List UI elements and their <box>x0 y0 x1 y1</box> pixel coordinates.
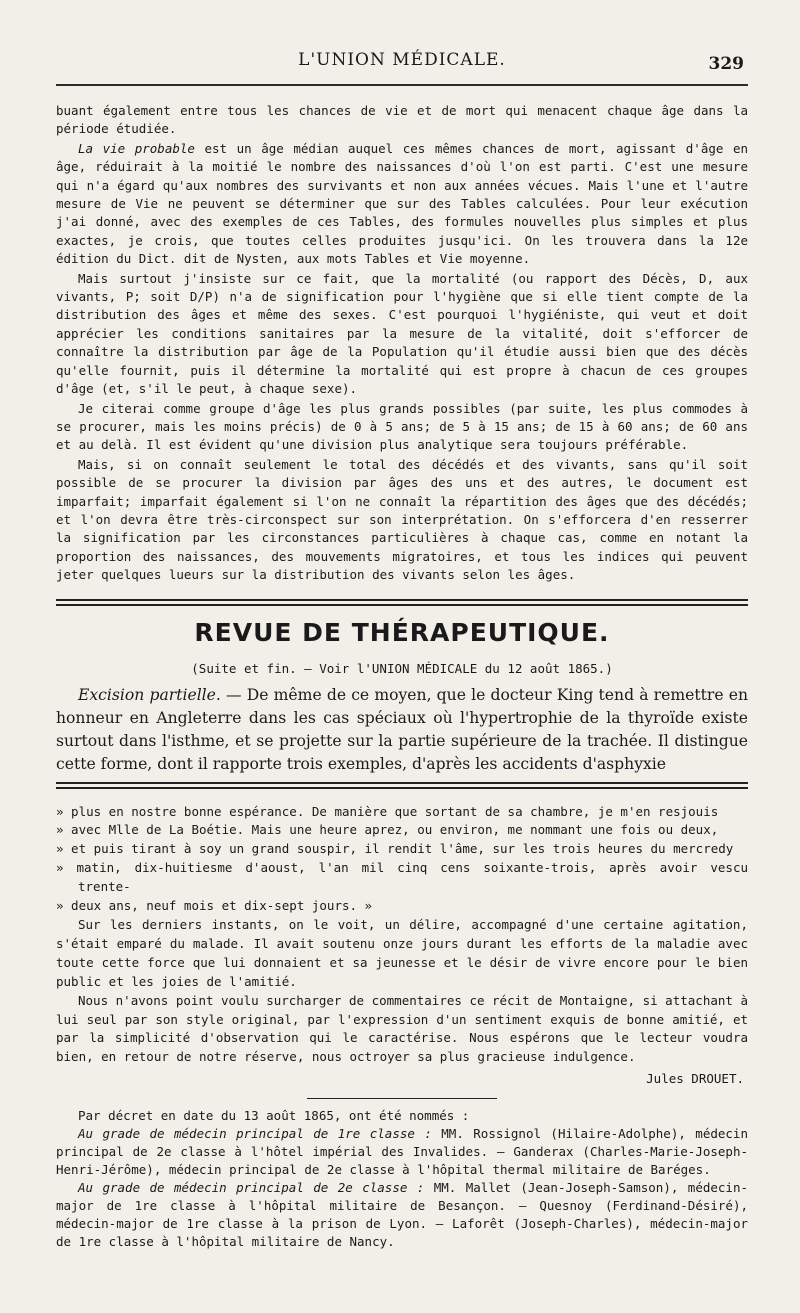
header-rule <box>56 84 748 86</box>
article-continuation <box>56 102 748 585</box>
paragraph-text: est un âge médian auquel ces mêmes chances de mort, agissant d'âge en âge, réduirait à la moitié le nombre des naissances d'où l'on est parti. C'est une mesure qui n'a égard qu'aux nombres des survivants et non aux années vécues. Mais l'une et l'autre mesure de Vie ne peuvent se déterminer que sur des Tables calculées. Pour leur exécution j'ai donné, avec des exemples de ces Tables, des formules nouvelles plus simples et plus exactes, je crois, que toutes celles produites jusqu'ici. On les trouvera dans la 12e édition du Dict. dit de Nysten, aux mots Tables et Vie moyenne. <box>56 140 749 267</box>
short-rule <box>307 1098 497 1099</box>
running-header <box>56 34 748 84</box>
page-number: 329 <box>708 54 744 74</box>
paragraph-lead: Excision partielle. <box>78 685 221 704</box>
decree-names: MM. Mallet (Jean-Joseph-Samson), médecin-major de 1re classe à l'hôpital militaire de Besançon. — Quesnoy (Ferdinand-Désiré), médecin-major de 1re classe à la prison de Lyon. — Laforêt (Joseph-Charles), médecin-major de 1re classe à l'hôpital militaire de Nancy. <box>56 1180 748 1250</box>
section-heading: REVUE DE THÉRAPEUTIQUE. <box>194 617 610 647</box>
paragraph <box>56 140 748 269</box>
paragraph-lead: La vie probable <box>78 140 195 156</box>
feuilleton-divider <box>56 782 748 789</box>
decree-item <box>56 1179 748 1251</box>
section-divider <box>56 599 748 606</box>
quote-line: » et puis tirant à soy un grand souspir, il rendit l'âme, sur les trois heures du mercredy <box>56 841 734 857</box>
decree-item <box>56 1125 748 1179</box>
signature: Jules DROUET. <box>646 1071 744 1087</box>
paragraph <box>56 684 748 776</box>
quote-line: » plus en nostre bonne espérance. De manière que sortant de sa chambre, je m'en resjouis <box>56 803 719 819</box>
decree-notice <box>56 1107 748 1251</box>
paragraph: Je citerai comme groupe d'âge les plus grands possibles (par suite, les plus commodes à se procurer, mais les moins précis) de 0 à 5 ans; de 5 à 15 ans; de 15 à 60 ans; de 60 ans et au delà. Il est évident qu'une division plus analytique sera toujours préférable. <box>56 400 748 453</box>
decree-grade: Au grade de médecin principal de 1re classe : <box>78 1126 432 1142</box>
decree-grade: Au grade de médecin principal de 2e classe : <box>78 1180 425 1196</box>
feuilleton <box>56 803 748 1087</box>
therapeutics-article <box>56 684 748 776</box>
quote-line: » matin, dix-huitiesme d'aoust, l'an mil cinq cens soixante-trois, après avoir vescu trente- <box>56 860 748 895</box>
paragraph: Mais, si on connaît seulement le total des décédés et des vivants, sans qu'il soit possible de se procurer la division par âges des uns et des autres, le document est imparfait; imparfait également si l'on ne connaît la répartition des âges que des décédés; et l'on devra être très-circonspect sur son interprétation. On s'efforcera d'en resserrer la signification par les circonstances particulières à chaque cas, comme en notant la proportion des naissances, des mouvements migratoires, et tous les indices qui peuvent jeter quelques lueurs sur la distribution des vivants selon les âges. <box>56 456 748 583</box>
page <box>0 34 800 1313</box>
paragraph: Sur les derniers instants, on le voit, un délire, accompagné d'une certaine agitation, s'était emparé du malade. Il avait soutenu onze jours durant les efforts de la maladie avec toute cette force que lui donnaient et sa jeunesse et le désir de vivre encore pour le bien public et les joies de l'amitié. <box>56 917 748 989</box>
decree-intro: Par décret en date du 13 août 1865, ont été nommés : <box>78 1108 470 1124</box>
decree-names: MM. Rossignol (Hilaire-Adolphe), médecin principal de 2e classe à l'hôtel impérial des Invalides. — Ganderax (Charles-Marie-Joseph-Henri-Jérôme), médecin principal de 2e classe à l'hôpital thermal militaire de Baréges. <box>56 1126 748 1178</box>
paragraph: Nous n'avons point voulu surcharger de commentaires ce récit de Montaigne, si attachant à lui seul par son style original, par l'expression d'un sentiment exquis de bonne amitié, et par la simplicité d'observation qui le caractérise. Nous espérons que le lecteur voudra bien, en retour de notre réserve, nous octroyer sa plus gracieuse indulgence. <box>56 992 748 1065</box>
running-title: L'UNION MÉDICALE. <box>298 50 506 70</box>
quote-line: » avec Mlle de La Boétie. Mais une heure aprez, ou environ, me nommant une fois ou deux, <box>56 822 719 838</box>
quote-line: » deux ans, neuf mois et dix-sept jours. » <box>56 898 373 914</box>
paragraph: buant également entre tous les chances de vie et de mort qui menacent chaque âge dans la période étudiée. <box>56 103 748 137</box>
paragraph-text: — De même de ce moyen, que le docteur King tend à remettre en honneur en Angleterre dans les cas spéciaux où l'hypertrophie de la thyroïde existe surtout dans l'isthme, et se projette sur la partie supérieure de la trachée. Il distingue cette forme, dont il rapporte trois exemples, d'après les accidents d'asphyxie <box>56 685 748 773</box>
paragraph: Mais surtout j'insiste sur ce fait, que la mortalité (ou rapport des Décès, D, aux vivants, P; soit D/P) n'a de signification pour l'hygiène que si elle tient compte de la distribution des âges et même des sexes. C'est pourquoi l'hygiéniste, qui veut et doit apprécier les conditions sanitaires par la mesure de la vitalité, doit s'efforcer de connaître la distribution par âge de la Population qu'il étudie aussi bien que des décès qu'elle fournit, puis il détermine la mortalité qui est propre à chacun de ces groupes d'âge (et, s'il le peut, à chaque sexe). <box>56 270 748 397</box>
section-subheading: (Suite et fin. — Voir l'UNION MÉDICALE du 12 août 1865.) <box>191 660 613 676</box>
